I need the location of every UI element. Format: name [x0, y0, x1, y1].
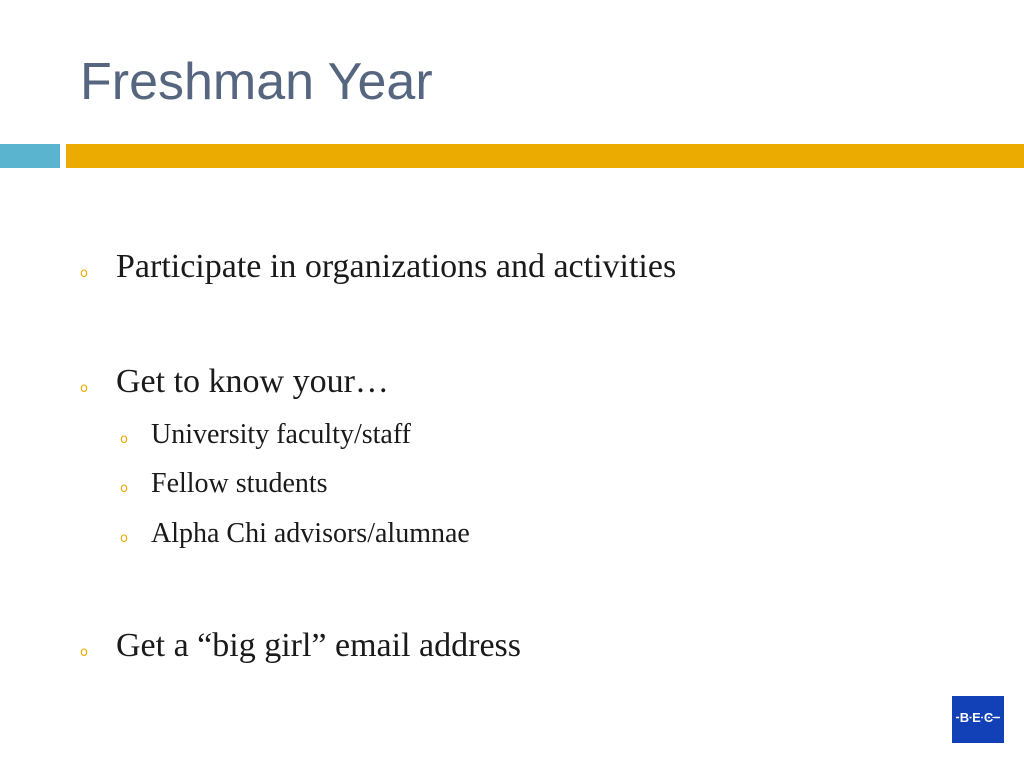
bullet-marker-icon: o	[120, 531, 128, 546]
bullet-get-to-know	[80, 363, 389, 401]
bullet-text: Alpha Chi advisors/alumnae	[151, 518, 470, 549]
bullet-email	[80, 627, 521, 665]
bullet-participate	[80, 248, 676, 286]
bec-logo	[952, 696, 1004, 743]
accent-bar-gold	[66, 144, 1024, 168]
bullet-text: Get to know your…	[116, 363, 389, 400]
subbullet-alpha-chi	[120, 518, 470, 550]
subbullet-faculty	[120, 419, 411, 451]
subbullet-fellow-students	[120, 468, 328, 500]
slide-title: Freshman Year	[80, 53, 433, 111]
accent-bar-blue	[0, 144, 60, 168]
logo-text: BEC	[959, 710, 997, 725]
bullet-text: Participate in organizations and activities	[116, 248, 677, 285]
bullet-text: University faculty/staff	[151, 419, 411, 450]
bec-logo-icon	[952, 696, 1004, 743]
bullet-marker-icon: o	[120, 481, 128, 496]
bullet-text: Fellow students	[151, 468, 328, 499]
bullet-marker-icon: o	[120, 432, 128, 447]
bullet-marker-icon: o	[80, 266, 88, 281]
bullet-marker-icon: o	[80, 645, 88, 660]
bullet-text: Get a “big girl” email address	[116, 627, 522, 664]
bullet-marker-icon: o	[80, 381, 88, 396]
